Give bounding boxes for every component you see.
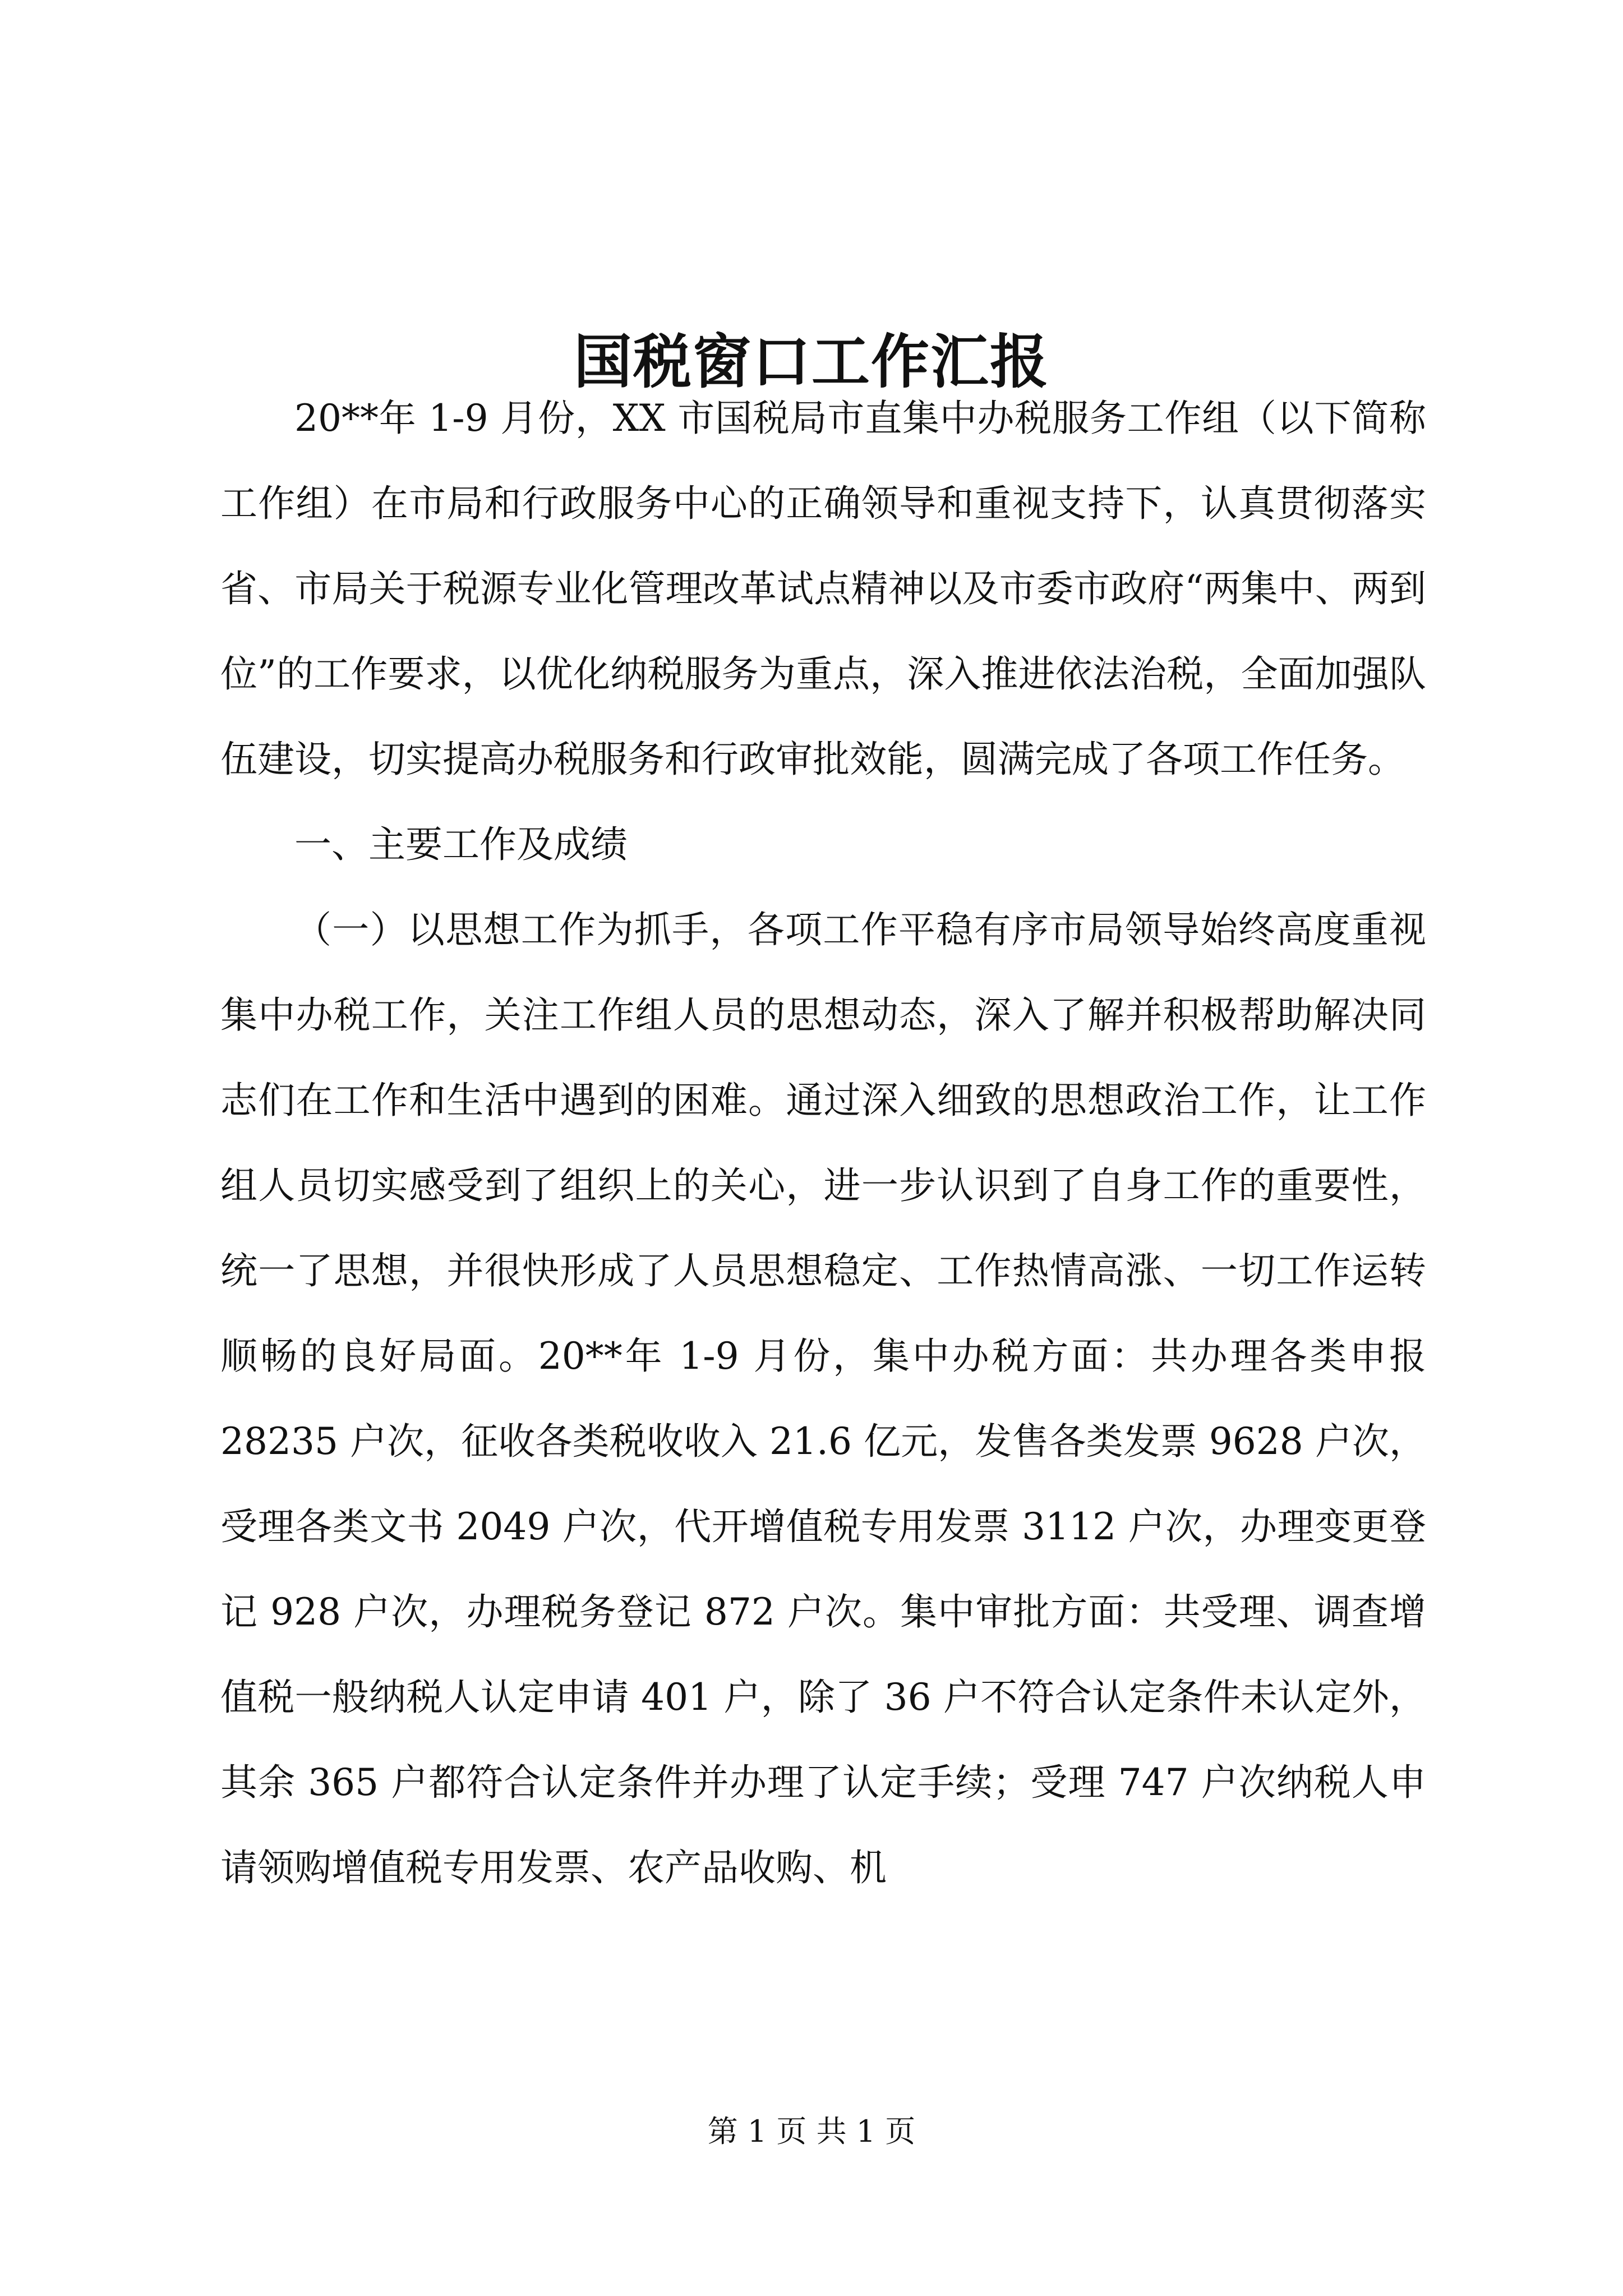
- intro-paragraph: 20**年 1-9 月份，XX 市国税局市直集中办税服务工作组（以下简称工作组）在市局和行政服务中心的正确领导和重视支持下，认真贯彻落实省、市局关于税源专业化管理改革试点精神以及市委市政府“两集中、两到位”的工作要求，以优化纳税服务为重点，深入推进依法治税，全面加强队伍建设，切实提高办税服务和行政审批效能，圆满完成了各项工作任务。: [220, 397, 1426, 781]
- section-heading: 一、主要工作及成绩: [294, 823, 628, 866]
- page-footer: 第 1 页 共 1 页: [707, 2114, 916, 2149]
- document-title: 国税窗口工作汇报: [573, 326, 1049, 396]
- body-paragraph: （一）以思想工作为抓手，各项工作平稳有序市局领导始终高度重视集中办税工作，关注工作组人员的思想动态，深入了解并积极帮助解决同志们在工作和生活中遇到的困难。通过深入细致的思想政治工作，让工作组人员切实感受到了组织上的关心，进一步认识到了自身工作的重要性，统一了思想，并很快形成了人员思想稳定、工作热情高涨、一切工作运转顺畅的良好局面。20**年 1-9 月份，集中办税方面：共办理各类申报 28235 户次，征收各类税收收入 21.6 亿元，发售各类发票 9628 户次，受理各类文书 2049 户次，代开增值税专用发票 3112 户次，办理变更登记 928 户次，办理税务登记 872 户次。集中审批方面：共受理、调查增值税一般纳税人认定申请 401 户，除了 36 户不符合认定条件未认定外，其余 365 户都符合认定条件并办理了认定手续；受理 747 户次纳税人申请领购增值税专用发票、农产品收购、机: [220, 908, 1426, 1889]
- document-body: [220, 376, 1426, 1911]
